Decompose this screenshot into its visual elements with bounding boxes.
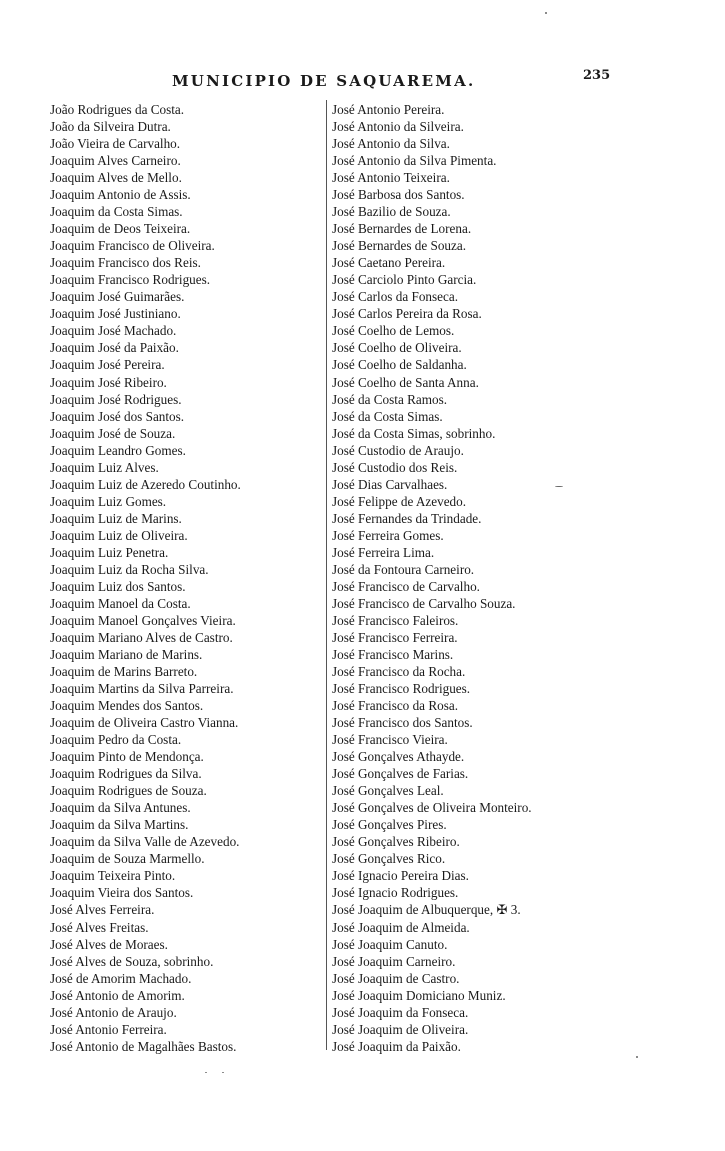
name-entry: José Barbosa dos Santos. bbox=[332, 187, 465, 203]
name-entry: José da Fontoura Carneiro. bbox=[332, 561, 475, 577]
name-entry: Joaquim José Ribeiro. bbox=[50, 374, 167, 390]
name-entry: Joaquim Martins da Silva Parreira. bbox=[50, 681, 234, 697]
name-entry: José Joaquim de Oliveira. bbox=[332, 1021, 469, 1037]
name-entry: José Francisco de Carvalho. bbox=[332, 578, 480, 594]
name-entry: José Ferreira Lima. bbox=[332, 544, 435, 560]
name-entry: Joaquim Mariano de Marins. bbox=[50, 647, 203, 662]
name-entry: Joaquim Luiz de Marins. bbox=[50, 510, 182, 526]
name-entry: José Gonçalves Leal. bbox=[332, 783, 444, 799]
name-entry: Joaquim Luiz da Rocha Silva. bbox=[50, 561, 209, 577]
name-entry: Joaquim José Machado. bbox=[50, 323, 177, 339]
name-entry: José Joaquim da Paixão. bbox=[332, 1038, 461, 1054]
name-entry: Joaquim José dos Santos. bbox=[50, 408, 185, 424]
name-entry: José Antonio Pereira. bbox=[332, 102, 445, 117]
name-entry: Joaquim Rodrigues da Silva. bbox=[50, 766, 202, 782]
name-entry: José Ferreira Gomes. bbox=[332, 527, 444, 543]
name-entry: José Custodio de Araujo. bbox=[332, 442, 464, 458]
name-entry: Joaquim de Deos Teixeira. bbox=[50, 221, 191, 237]
name-entry: Joaquim José de Souza. bbox=[50, 425, 176, 441]
name-entry: Joaquim da Costa Simas. bbox=[50, 204, 183, 220]
name-entry: Joaquim da Silva Valle de Azevedo. bbox=[50, 834, 240, 850]
page-title: MUNICIPIO DE SAQUAREMA. bbox=[172, 72, 476, 90]
name-entry: Joaquim Francisco de Oliveira. bbox=[50, 238, 215, 254]
name-entry: José Francisco de Carvalho Souza. bbox=[332, 595, 516, 611]
name-entry: Joaquim da Silva Antunes. bbox=[50, 800, 191, 816]
page-number: 235 bbox=[583, 68, 611, 83]
name-entry: José Antonio da Silva. bbox=[332, 136, 450, 152]
name-entry: José da Costa Simas, sobrinho. bbox=[332, 425, 496, 441]
left-name-column bbox=[50, 101, 320, 1055]
name-entry: Joaquim José Guimarães. bbox=[50, 289, 185, 305]
name-entry: José Antonio de Amorim. bbox=[50, 987, 185, 1003]
name-entry: José Joaquim Domiciano Muniz. bbox=[332, 987, 506, 1003]
name-entry: José Fernandes da Trindade. bbox=[332, 510, 482, 526]
name-entry: José Joaquim da Fonseca. bbox=[332, 1004, 469, 1020]
right-name-column bbox=[332, 101, 632, 1055]
print-speck bbox=[205, 1072, 207, 1073]
name-entry: José Antonio Ferreira. bbox=[50, 1021, 167, 1037]
name-entry: José Francisco dos Santos. bbox=[332, 715, 473, 731]
print-speck bbox=[636, 1056, 638, 1058]
name-entry: José Coelho de Oliveira. bbox=[332, 340, 462, 356]
name-entry: José Carlos Pereira da Rosa. bbox=[332, 306, 482, 322]
name-entry: José Francisco Faleiros. bbox=[332, 612, 459, 628]
name-entry: José Coelho de Santa Anna. bbox=[332, 374, 479, 390]
name-entry: Joaquim de Oliveira Castro Vianna. bbox=[50, 715, 239, 731]
name-entry: José Antonio de Magalhães Bastos. bbox=[50, 1038, 237, 1054]
name-entry: Joaquim Alves de Mello. bbox=[50, 170, 182, 186]
print-speck bbox=[555, 486, 563, 487]
name-entry: João Rodrigues da Costa. bbox=[50, 102, 185, 117]
name-entry: Joaquim de Souza Marmello. bbox=[50, 851, 205, 867]
name-entry: José Caetano Pereira. bbox=[332, 255, 446, 271]
name-entry: José Francisco Marins. bbox=[332, 647, 454, 662]
name-entry: Joaquim Mendes dos Santos. bbox=[50, 698, 204, 714]
name-entry: José Dias Carvalhaes. bbox=[332, 476, 448, 492]
name-entry: Joaquim Luiz dos Santos. bbox=[50, 578, 186, 594]
name-entry: Joaquim de Marins Barreto. bbox=[50, 664, 198, 680]
name-entry: Joaquim Luiz Alves. bbox=[50, 459, 159, 475]
name-entry: José Antonio da Silva Pimenta. bbox=[332, 153, 497, 169]
name-entry: José Gonçalves Rico. bbox=[332, 851, 446, 867]
name-entry: José Carciolo Pinto Garcia. bbox=[332, 272, 477, 288]
name-entry: José Antonio Teixeira. bbox=[332, 170, 450, 186]
name-entry: José Antonio da Silveira. bbox=[332, 119, 464, 135]
name-entry: José Joaquim Carneiro. bbox=[332, 953, 456, 969]
name-entry: José Francisco Ferreira. bbox=[332, 629, 458, 645]
name-entry: Joaquim Teixeira Pinto. bbox=[50, 868, 176, 884]
name-entry: José Coelho de Lemos. bbox=[332, 323, 455, 339]
name-entry: João Vieira de Carvalho. bbox=[50, 136, 181, 152]
name-entry: Joaquim Francisco dos Reis. bbox=[50, 255, 201, 271]
name-entry: José Custodio dos Reis. bbox=[332, 459, 458, 475]
name-entry: José Gonçalves de Oliveira Monteiro. bbox=[332, 800, 532, 816]
name-entry: José Joaquim de Almeida. bbox=[332, 919, 470, 935]
name-entry: José Alves Freitas. bbox=[50, 919, 149, 935]
name-entry: José Carlos da Fonseca. bbox=[332, 289, 458, 305]
name-entry: José Gonçalves de Farias. bbox=[332, 766, 469, 782]
name-entry: José Joaquim de Albuquerque, ✠ 3. bbox=[332, 902, 521, 918]
name-entry: José Bernardes de Souza. bbox=[332, 238, 467, 254]
name-entry: Joaquim Pedro da Costa. bbox=[50, 732, 182, 748]
name-entry: José Francisco da Rosa. bbox=[332, 698, 458, 714]
name-entry: Joaquim José Pereira. bbox=[50, 357, 165, 373]
name-entry: Joaquim Pinto de Mendonça. bbox=[50, 749, 204, 765]
name-entry: José da Costa Simas. bbox=[332, 408, 443, 424]
print-speck bbox=[222, 1072, 224, 1073]
name-entry: Joaquim Leandro Gomes. bbox=[50, 442, 186, 458]
name-entry: Joaquim José Rodrigues. bbox=[50, 391, 182, 407]
name-entry: Joaquim Luiz de Azeredo Coutinho. bbox=[50, 476, 241, 492]
name-entry: Joaquim José Justiniano. bbox=[50, 306, 181, 322]
name-entry: Joaquim Vieira dos Santos. bbox=[50, 885, 194, 901]
name-entry: Joaquim Manoel da Costa. bbox=[50, 595, 191, 611]
name-entry: José Bernardes de Lorena. bbox=[332, 221, 472, 237]
name-entry: José Alves de Souza, sobrinho. bbox=[50, 953, 214, 969]
name-entry: Joaquim Mariano Alves de Castro. bbox=[50, 629, 233, 645]
name-entry: José Antonio de Araujo. bbox=[50, 1004, 177, 1020]
name-entry: José Coelho de Saldanha. bbox=[332, 357, 467, 373]
name-entry: José Alves Ferreira. bbox=[50, 902, 155, 918]
name-entry: José Joaquim de Castro. bbox=[332, 970, 460, 986]
name-entry: José da Costa Ramos. bbox=[332, 391, 448, 407]
name-entry: José Gonçalves Pires. bbox=[332, 817, 447, 833]
name-entry: Joaquim Antonio de Assis. bbox=[50, 187, 191, 203]
name-entry: José Gonçalves Athayde. bbox=[332, 749, 465, 765]
name-entry: Joaquim Francisco Rodrigues. bbox=[50, 272, 211, 288]
name-entry: Joaquim José da Paixão. bbox=[50, 340, 179, 356]
name-entry: José Ignacio Pereira Dias. bbox=[332, 868, 469, 884]
name-entry: José Alves de Moraes. bbox=[50, 936, 168, 952]
name-entry: Joaquim Manoel Gonçalves Vieira. bbox=[50, 612, 236, 628]
name-entry: José de Amorim Machado. bbox=[50, 970, 192, 986]
name-entry: Joaquim Alves Carneiro. bbox=[50, 153, 181, 169]
name-entry: Joaquim Luiz Penetra. bbox=[50, 544, 169, 560]
name-entry: José Ignacio Rodrigues. bbox=[332, 885, 459, 901]
print-speck bbox=[545, 12, 547, 14]
name-entry: Joaquim Rodrigues de Souza. bbox=[50, 783, 207, 799]
name-entry: José Francisco Rodrigues. bbox=[332, 681, 471, 697]
page-header bbox=[0, 68, 725, 96]
name-entry: Joaquim da Silva Martins. bbox=[50, 817, 189, 833]
name-entry: Joaquim Luiz Gomes. bbox=[50, 493, 167, 509]
name-entry: José Francisco da Rocha. bbox=[332, 664, 466, 680]
name-entry: José Gonçalves Ribeiro. bbox=[332, 834, 460, 850]
name-entry: João da Silveira Dutra. bbox=[50, 119, 171, 135]
name-entry: José Joaquim Canuto. bbox=[332, 936, 448, 952]
name-entry: Joaquim Luiz de Oliveira. bbox=[50, 527, 188, 543]
name-entry: José Francisco Vieira. bbox=[332, 732, 448, 748]
name-entry: José Bazilio de Souza. bbox=[332, 204, 451, 220]
column-divider bbox=[326, 100, 327, 1050]
name-entry: José Felippe de Azevedo. bbox=[332, 493, 467, 509]
